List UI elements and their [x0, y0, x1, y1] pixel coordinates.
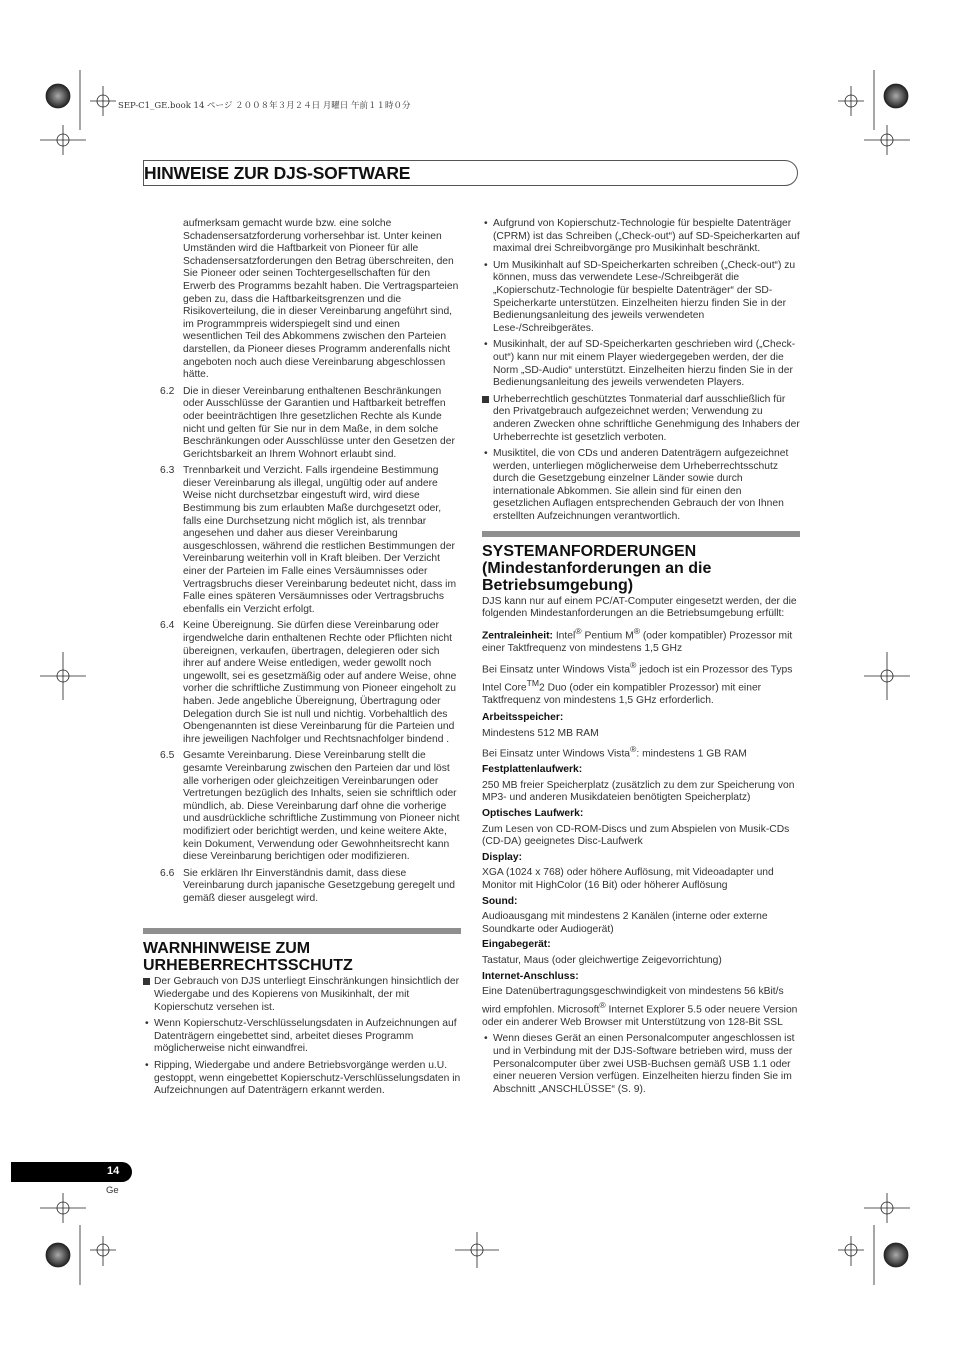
sound-text: Audioausgang mit mindestens 2 Kanälen (interne oder externe Soundkarte oder Audiogerät) [482, 911, 768, 935]
bullet-icon: • [484, 259, 488, 271]
optical-text: Zum Lesen von CD-ROM-Discs und zum Abspielen von Musik-CDs (CD-DA) geeignetes Disc-Laufwerk [482, 823, 790, 848]
liability-paragraph: aufmerksam gemacht wurde bzw. eine solche Schadensersatzforderung vorhersehbar ist. Unter keinen Umständen wird die Haftbarkeit von Pioneer für alle Schadensersatzforderungen den Betrag überschreiten, den Sie Pioneer oder seinen Tochtergesellschaften für den Erwerb des Programms bezahlt haben. Die Vertragsparteien geben zu, dass die Haftbarkeitsgrenzen und die Risikoverteilung, die in dieser Vereinbarung angeführt sind, im Programmpreis widerspiegelt sind und einen wesentlichen Teil des Abkommens zwischen den Parteien darstellen, da Pioneer dieses Programm anderenfalls nicht angeboten noch auch diese Vereinbarung abgeschlossen hätte. [183, 218, 459, 381]
list-item: • Musiktitel, die von CDs und anderen Datenträgern aufgezeichnet werden, unterliegen möglicherweise dem Urheberrechtsschutz durch die Gesetzgebung einzelner Länder sowie durch internationale Abkommen. Sie allein sind für einen den gesetzlichen Auflagen entsprechenden Gebrauch der von Ihnen erstellten Aufzeichnungen verantwortlich. [484, 448, 789, 523]
hdd-text: 250 MB freier Speicherplatz (zusätzlich zu dem zur Speicherung von MP3- und anderen Musikdateien benötigten Speicherplatz) [482, 779, 795, 804]
list-item: • Wenn dieses Gerät an einen Personalcomputer angeschlossen ist und in Verbindung mit der DJS-Software betrieben wird, muss der Personalcomputer über zwei USB-Buchsen gemäß USB 1.1 oder einer neueren Version verfügen. Einzelheiten hierzu finden Sie im Abschnitt „ANSCHLÜSSE“ (S. 9). [484, 1033, 795, 1095]
ram-vista-line: Bei Einsatz unter Windows Vista®: mindestens 1 GB RAM [482, 744, 747, 760]
list-item: • Ripping, Wiedergabe und andere Betriebsvorgänge werden u.U. gestoppt, wenn eingebettet Kopierschutz-Verschlüsselungsdaten in Aufzeichnungen auf Datenträgern erkannt werden. [145, 1060, 461, 1097]
ram-text: Mindestens 512 MB RAM [482, 727, 599, 739]
list-item: Der Gebrauch von DJS unterliegt Einschränkungen hinsichtlich der Wiedergabe und des Kopierens von Musikinhalt, der mit Kopierschutz versehen ist. [143, 976, 461, 1014]
list-item: • Wenn Kopierschutz-Verschlüsselungsdaten in Aufzeichnungen auf Datenträgern eingebettet sind, arbeitet dieses Programm möglicherweise nicht einwandfrei. [145, 1018, 457, 1055]
bullet-icon: • [484, 448, 488, 460]
section-rule [482, 531, 800, 537]
section-rule [143, 928, 461, 934]
requirements-intro: DJS kann nur auf einem PC/AT-Computer eingesetzt werden, der die folgenden Mindestanforderungen an die Betriebsumgebung erfüllt: [482, 595, 797, 620]
sound-label: Sound: [482, 895, 518, 907]
list-item: Urheberrechtlich geschütztes Tonmaterial darf ausschließlich für den Privatgebrauch aufgezeichnet werden; Verwendung zu anderen Zwecken ohne schriftliche Genehmigung des Inhabers der Urheberrechte ist gesetzlich verboten. [482, 394, 800, 444]
cpu-line: Zentraleinheit: Intel® Pentium M® (oder kompatibler) Prozessor mit einer Taktfrequenz von mindestens 1,5 GHz [482, 625, 793, 654]
language-code: Ge [106, 1185, 119, 1196]
clause-6-5: 6.5 Gesamte Vereinbarung. Diese Vereinbarung stellt die gesamte Vereinbarung zwischen den Parteien dar und löst alle vorherigen oder gleichzeitigen Vereinbarungen oder Vertretungen bezüglich des Inhalts, seien sie schriftlich oder mündlich, ab. Diese Vereinbarung darf ohne die vorherige und ausdrückliche schriftliche Zustimmung von Pioneer nicht modifiziert oder berichtigt werden, und keine weitere Akte, kein Dokument, Verwendung oder Gewohnheitsrecht kann diese Vereinbarung berichtigen oder modifizieren. [160, 750, 460, 863]
hdd-label: Festplattenlaufwerk: [482, 764, 583, 776]
input-text: Tastatur, Maus (oder gleichwertige Zeigevorrichtung) [482, 955, 722, 966]
cpu-label: Zentraleinheit: [482, 630, 553, 642]
clause-6-4: 6.4 Keine Übereignung. Sie dürfen diese Vereinbarung oder irgendwelche darin enthaltenen Rechte oder Pflichten nicht übereignen, verkaufen, übertragen, delegieren oder sich ihrer auf andere Weise entledigen, weder gewollt noch ungewollt, sei es gesetzmäßig oder auf andere Weise, ohne vorher die schriftliche Zustimmung von Pioneer eingeholt zu haben. Jede angebliche Übereignung, Übertragung oder Delegation durch Sie ist null und nichtig. Vorbehaltlich des Obengenannten ist diese Vereinbarung für die Parteien und ihre jeweiligen Nachfolger und Rechtsnachfolger bindend . [160, 620, 457, 745]
input-label: Eingabegerät: [482, 939, 551, 951]
display-label: Display: [482, 851, 523, 863]
clause-6-6: 6.6 Sie erklären Ihr Einverständnis damit, dass diese Vereinbarung durch japanische Gesetzgebung geregelt und gemäß dieser ausgelegt wird. [160, 867, 455, 904]
internet-label: Internet-Anschluss: [482, 970, 579, 982]
square-bullet-icon [482, 396, 489, 403]
page-header [143, 160, 798, 186]
left-column [143, 218, 461, 1098]
bullet-icon: • [145, 1060, 149, 1072]
ram-label: Arbeitsspeicher: [482, 712, 564, 724]
bullet-icon: • [484, 339, 488, 351]
print-info-line: SEP-C1_GE.book 14 ページ ２００８年３月２４日 月曜日 午前１１時０分 [118, 101, 411, 111]
right-column [482, 218, 800, 1096]
display-text: XGA (1024 x 768) oder höhere Auflösung, mit Videoadapter und Monitor mit HighColor (16 Bit) oder höherer Auflösung [482, 867, 774, 892]
list-item: • Aufgrund von Kopierschutz-Technologie für bespielte Datenträger (CPRM) ist das Schreiben („Check-out“) auf SD-Speicherkarten auf maximal drei Schreibvorgänge pro Musikinhalt beschränkt. [484, 218, 800, 255]
bullet-icon: • [484, 1033, 488, 1045]
clause-6-3: 6.3 Trennbarkeit und Verzicht. Falls irgendeine Bestimmung dieser Vereinbarung als illegal, ungültig oder auf andere Weise nicht durchsetzbar eingestuft wird, wird diese Bestimmung bis zum erlaubten Maße durchgesetzt oder, falls eine Durchsetzung nicht möglich ist, als trennbar angesehen und daher aus dieser Vereinbarung ausgeschlossen, während die restlichen Bestimmungen der Vereinbarung weiterhin voll in Kraft bleiben. Der Verzicht einer der Parteien im Falle eines Versäumnisses oder Vertragsbruchs dieser Vereinbarung bedeutet nicht, dass im Falle eines späteren Versäumnisses oder Vertragsbruchs ebenfalls ein Verzicht erfolgt. [160, 465, 457, 615]
bullet-icon: • [484, 218, 488, 229]
page-number: 14 [107, 1165, 120, 1177]
list-item: • Musikinhalt, der auf SD-Speicherkarten geschrieben wird („Check-out“) kann nur mit einem Player wiedergegeben werden, der die Norm „SD-Audio“ unterstützt. Einzelheiten hierzu finden Sie in der Bedienungsanleitung des jeweils verwendeten Players. [484, 339, 796, 389]
list-item: • Um Musikinhalt auf SD-Speicherkarten schreiben („Check-out“) zu können, muss das verwendete Lese-/Schreibgerät die „Kopierschutz-Technologie für bespielte Datenträger“ der SD-Speicherkarte unterstützen. Einzelheiten hierzu finden Sie in der Bedienungsanleitung des jeweils verwendeten Lese-/Schreibgerätes. [484, 259, 796, 334]
optical-label: Optisches Laufwerk: [482, 808, 584, 820]
clause-6-2: 6.2 Die in dieser Vereinbarung enthaltenen Beschränkungen oder Ausschlüsse der Garantien und Haftbarkeit betreffen oder beeinträchtigen Ihre gesetzlichen Rechte als Kunde nicht und gelten für Sie nur in dem Maße, in dem solche Beschränkungen oder Ausschlüsse unter den Gesetzen der Gerichtsbarkeit an Ihrem Wohnort erlaubt sind. [160, 385, 455, 460]
square-bullet-icon [143, 978, 150, 985]
page-title: HINWEISE ZUR DJS-SOFTWARE [144, 163, 411, 183]
bullet-icon: • [145, 1018, 149, 1030]
section-title-copyright: WARNHINWEISE ZUM URHEBERRECHTSSCHUTZ [143, 940, 353, 975]
section-title-system: SYSTEMANFORDERUNGEN (Mindestanforderungen an die Betriebsumgebung) [482, 542, 712, 594]
internet-text: Eine Datenübertragungsgeschwindigkeit von mindestens 56 kBit/s wird empfohlen. Microsoft® Internet Explorer 5.5 oder neuere Version oder ein anderer Web Browser mit Unterstützung von 128-Bit SSL [482, 986, 798, 1028]
cpu-vista-line: Bei Einsatz unter Windows Vista® jedoch ist ein Prozessor des Typs Intel Core™2 Duo (oder ein kompatibler Prozessor) mit einer Taktfrequenz von mindestens 1,5 GHz erforderlich. [482, 660, 793, 707]
